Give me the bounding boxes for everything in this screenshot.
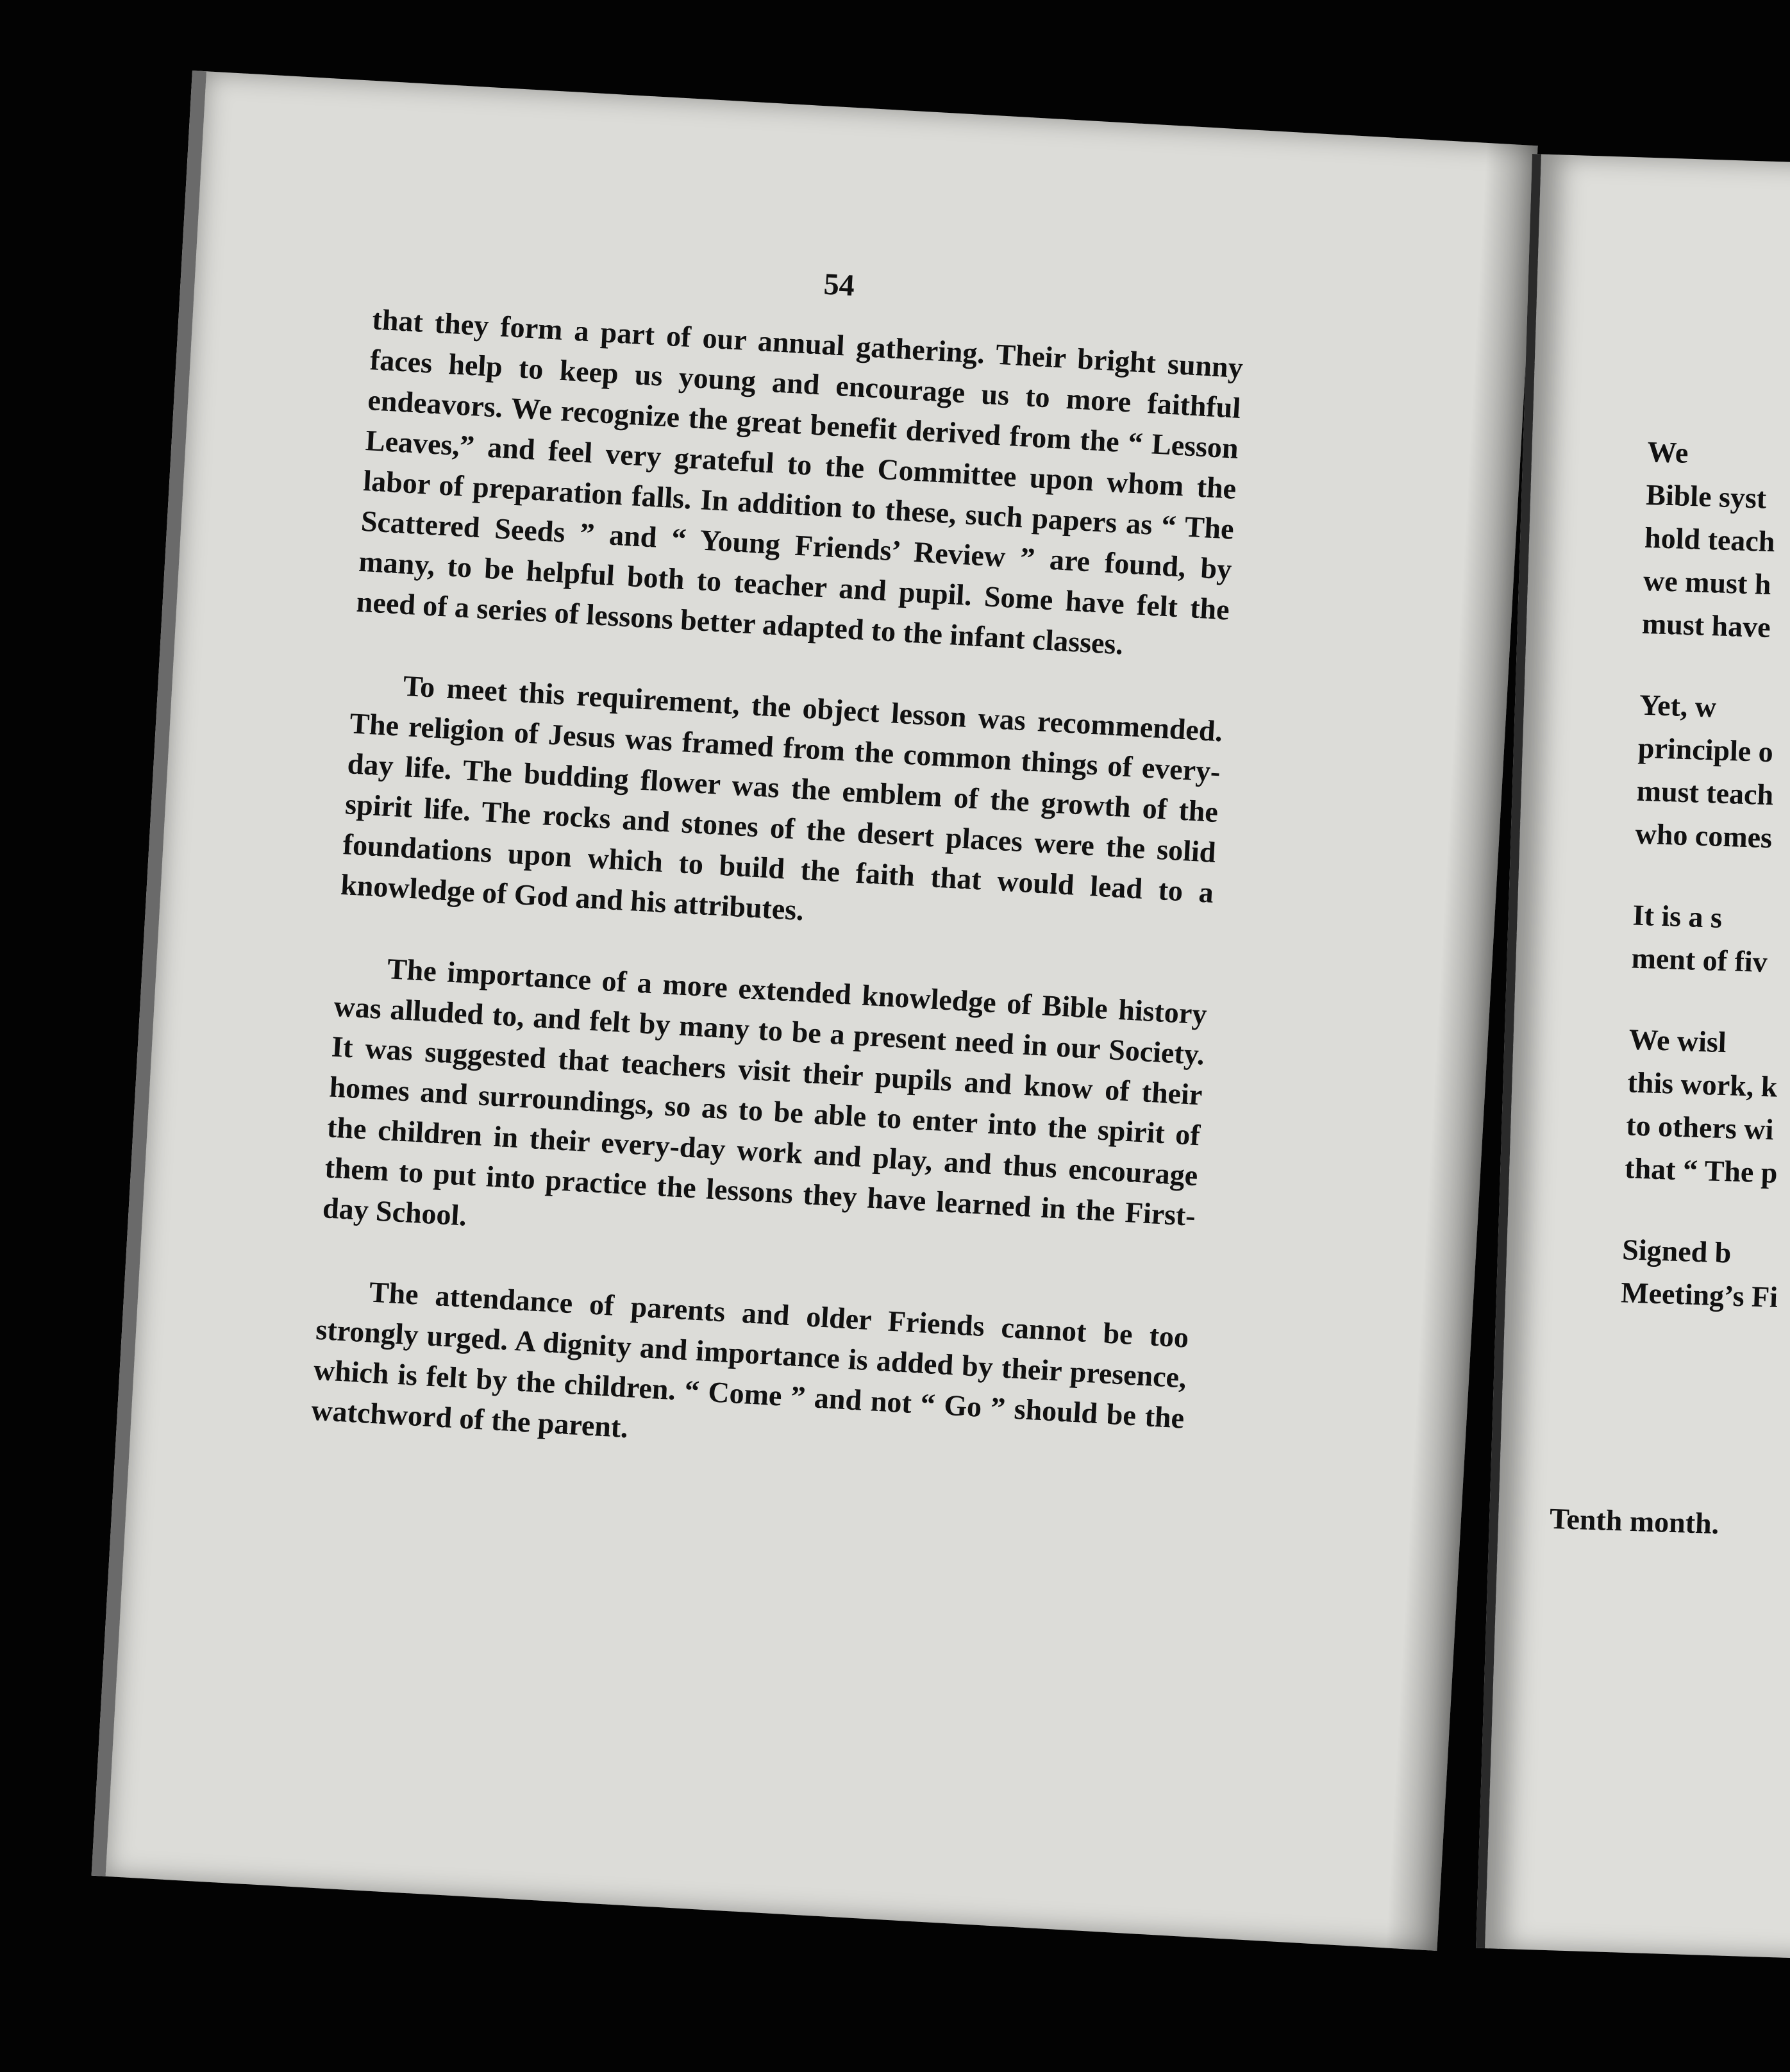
text-line: We xyxy=(1646,435,1689,469)
left-page-body xyxy=(308,299,1244,1519)
right-page-footer: Tenth month. xyxy=(1549,1501,1720,1541)
text-line: we must h xyxy=(1643,564,1772,601)
text-line: that “ The p xyxy=(1624,1151,1778,1189)
text-line: Signed b xyxy=(1621,1233,1732,1269)
page-number: 54 xyxy=(823,267,856,303)
right-page-text xyxy=(1620,430,1790,1322)
text-line: principle o xyxy=(1637,731,1774,769)
text-line: this work, k xyxy=(1627,1065,1778,1103)
text-line: who comes xyxy=(1634,817,1773,855)
text-line: Meeting’s Fi xyxy=(1620,1276,1778,1314)
paragraph: The attendance of parents and older Friends cannot be too strongly urged. A dignity and importance is added by their presence, which is felt by the children. “ Come ” and not “ Go ” should be the watchword of the parent. xyxy=(310,1275,1190,1444)
text-line: Yet, w xyxy=(1639,688,1717,724)
text-line: to others wi xyxy=(1625,1108,1775,1146)
text-line: must teach xyxy=(1636,774,1774,812)
text-line: ment of fiv xyxy=(1630,941,1768,979)
paragraph: The importance of a more extended knowledge of Bible history was alluded to, and felt by many to be a present need in our Society. It was suggested that teachers visit their pupils and know of their homes and surroundings, so as to be able to enter into the spirit of the children in their every-day work and play, and thus encourage them to put into practice the lessons they have learned in the First-day School. xyxy=(321,952,1208,1233)
text-line: Bible syst xyxy=(1645,478,1767,515)
paragraph: To meet this requirement, the object lesson was recommended. The religion of Jesus was framed from the common things of every-day life. The budding flower was the emblem of the growth of the spirit life. The rocks and stones of the desert places were the solid foundations upon which to build the faith that would lead to a knowledge of God and his attributes. xyxy=(340,669,1224,927)
right-page xyxy=(1476,154,1790,1959)
left-page xyxy=(92,71,1538,1951)
paragraph: that they form a part of our annual gathering. Their bright sunny faces help to keep us young and encourage us to more faithful endeavors. We recognize the great benefit derived from the “ Lesson Leaves,” and feel very grateful to the Committee upon whom the labor of preparation falls. In addition to these, such papers as “ The Scattered Seeds ” and “ Young Friends’ Review ” are found, by many, to be helpful both to teacher and pupil. Some have felt the need of a series of lessons better adapted to the infant classes. xyxy=(355,303,1244,661)
text-line: hold teach xyxy=(1644,521,1776,558)
text-line: We wisl xyxy=(1628,1023,1727,1059)
text-line: It is a s xyxy=(1632,898,1723,934)
text-line: must have xyxy=(1641,606,1771,644)
